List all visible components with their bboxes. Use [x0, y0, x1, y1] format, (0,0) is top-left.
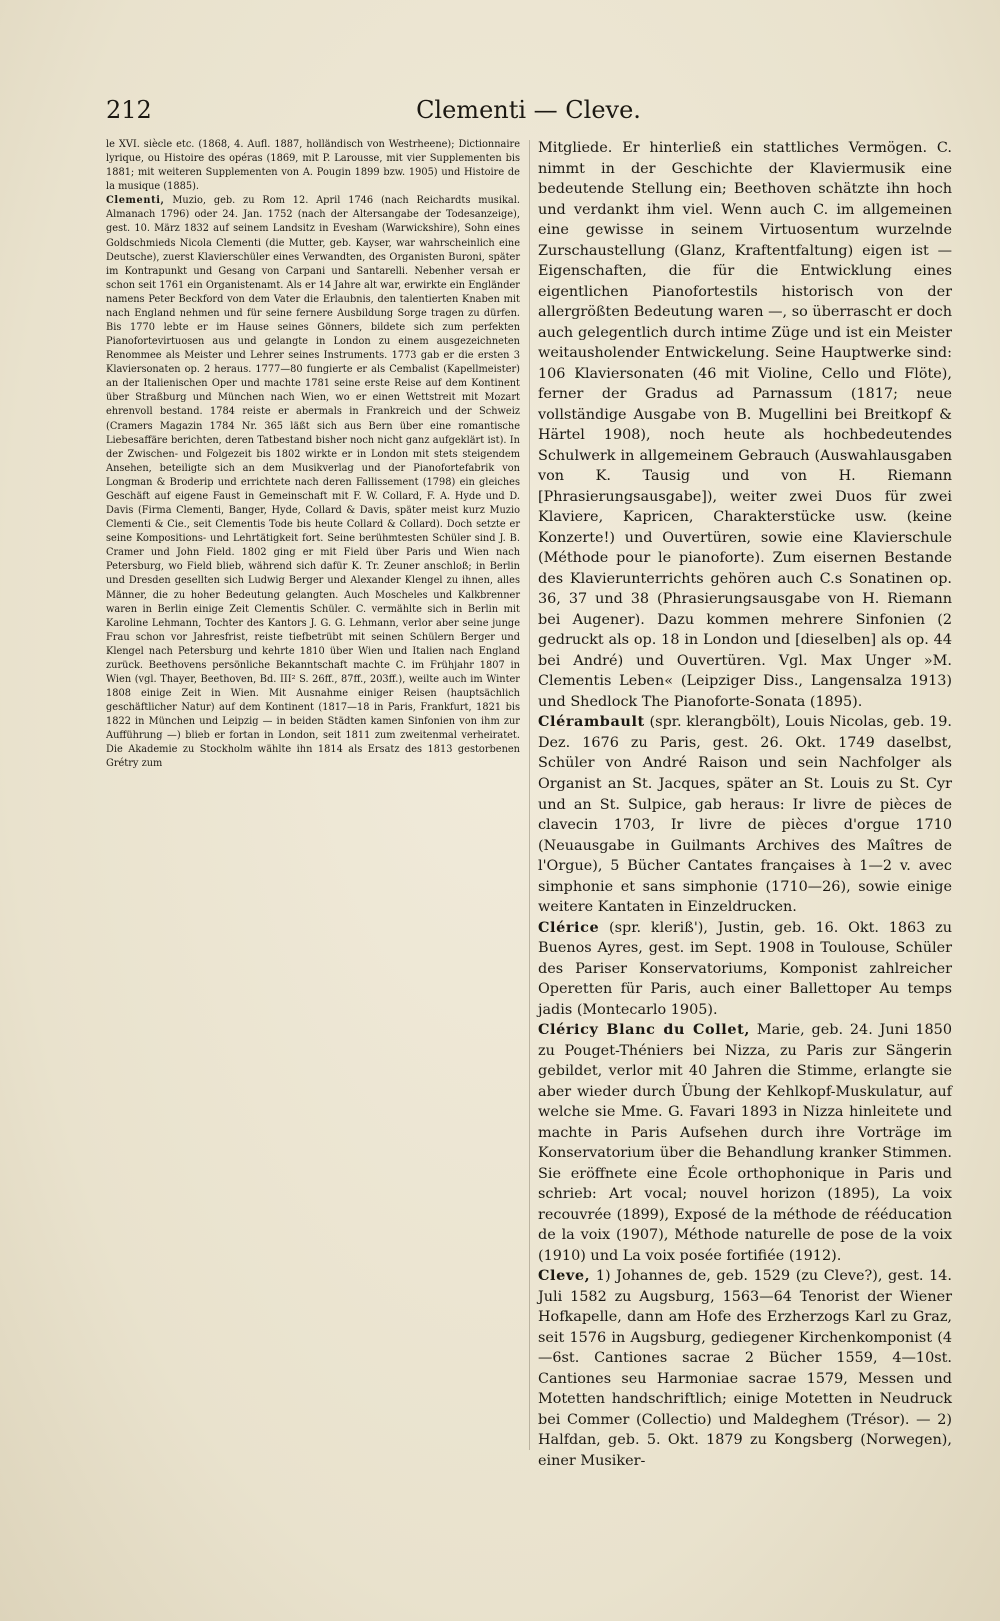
text-columns: [106, 138, 952, 1472]
headword-clericy: Cléricy Blanc du Collet,: [538, 1021, 750, 1039]
entry-cleve: [538, 1266, 952, 1471]
entry-clerice: [538, 918, 952, 1021]
right-column: [538, 138, 952, 1472]
headword-clementi: Clementi,: [106, 195, 165, 207]
entry-text-clementi-continued: Mitgliede. Er hinterließ ein stattliches Vermögen. C. nimmt in der Geschichte der Klaviermusik eine bedeutende Stellung ein; Beethoven schätzte ihn hoch und verdankt ihm viel. Wenn auch C. im allgemeinen eine gewisse in seinem Virtuosentum wurzelnde Zurschaustellung (Glanz, Kraftentfaltung) eigen ist — Eigenschaften, die für die Entwicklung eines eigentlichen Pianofortestils historisch von der allergrößten Bedeutung waren —, so überrascht er doch auch gelegentlich durch intime Züge und ist ein Meister weitausholender Entwickelung. Seine Hauptwerke sind: 106 Klaviersonaten (46 mit Violine, Cello und Flöte), ferner der Gradus ad Parnassum (1817; neue vollständige Ausgabe von B. Mugellini bei Breitkopf & Härtel 1908), noch heute als hochbedeutendes Schulwerk in allgemeinem Gebrauch (Auswahlausgaben von K. Tausig und von H. Riemann [Phrasierungsausgabe]), weiter zwei Duos für zwei Klaviere, Kapricen, Charakterstücke usw. (keine Konzerte!) und Ouvertüren, sowie eine Klavierschule (Méthode pour le pianoforte). Zum eisernen Bestande des Klavierunterrichts gehören auch C.s Sonatinen op. 36, 37 und 38 (Phrasierungsausgabe von H. Riemann bei Augener). Dazu kommen mehrere Sinfonien (2 gedruckt als op. 18 in London und [dieselben] als op. 44 bei André) und Ouvertüren. Vgl. Max Unger »M. Clementis Leben« (Leipziger Diss., Langensalza 1913) und Shedlock The Pianoforte-Sonata (1895).: [538, 140, 952, 710]
continuation-text: le XVI. siècle etc. (1868, 4. Aufl. 1887, holländisch von Westrheene); Dictionnaire lyrique, ou Histoire des opéras (1869, mit P. Larousse, mit vier Supplementen bis 1881; mit weiteren Supplementen von A. Pougin 1899 bzw. 1905) und Histoire de la musique (1885).: [106, 139, 520, 193]
left-column: [106, 138, 520, 1472]
entry-text-clericy: Marie, geb. 24. Juni 1850 zu Pouget-Théniers bei Nizza, zu Paris zur Sängerin gebildet, verlor mit 40 Jahren die Stimme, erlangte sie aber wieder durch Übung der Kehlkopf-Muskulatur, auf welche sie Mme. G. Favari 1893 in Nizza hinleitete und machte in Paris Aufsehen durch ihre Vorträge im Konservatorium über die Behandlung kranker Stimmen. Sie eröffnete eine École orthophonique in Paris und schrieb: Art vocal; nouvel horizon (1895), La voix recouvrée (1899), Exposé de la méthode de rééducation de la voix (1907), Méthode naturelle de pose de la voix (1910) und La voix posée fortifiée (1912).: [538, 1022, 952, 1264]
headword-clerambault: Clérambault: [538, 713, 645, 731]
entry-clementi: [106, 194, 520, 771]
entry-text-cleve: 1) Johannes de, geb. 1529 (zu Cleve?), gest. 14. Juli 1582 zu Augsburg, 1563—64 Tenorist der Wiener Hofkapelle, dann am Hofe des Erzherzogs Karl zu Graz, seit 1576 in Augsburg, gediegener Kirchenkomponist (4—6st. Cantiones sacrae 2 Bücher 1559, 4—10st. Cantiones seu Harmoniae sacrae 1579, Messen und Motetten handschriftlich; einige Motetten in Neudruck bei Commer (Collectio) und Maldeghem (Trésor). — 2) Halfdan, geb. 5. Okt. 1879 zu Kongsberg (Norwegen), einer Musiker-: [538, 1268, 952, 1469]
page-header: [106, 96, 951, 128]
page-number: 212: [106, 96, 152, 124]
entry-text-clerice: (spr. kleriß'), Justin, geb. 16. Okt. 1863 zu Buenos Ayres, gest. im Sept. 1908 in Toulouse, Schüler des Pariser Konservatoriums, Komponist zahlreicher Operetten für Paris, auch einer Ballettoper Au temps jadis (Montecarlo 1905).: [538, 919, 952, 1018]
headword-cleve: Cleve,: [538, 1267, 591, 1285]
running-title: Clementi — Cleve.: [416, 96, 641, 124]
entry-continuation: [106, 138, 520, 194]
entry-clerambault: [538, 712, 952, 917]
entry-clementi-continued: [538, 138, 952, 712]
entry-text-clementi: Muzio, geb. zu Rom 12. April 1746 (nach Reichardts musikal. Almanach 1796) oder 24. Jan. 1752 (nach der Altersangabe der Todesanzeige), gest. 10. März 1832 auf seinem Landsitz in Evesham (Warwickshire), Sohn eines Goldschmieds Nicola Clementi (die Mutter, geb. Kayser, war wahrscheinlich eine Deutsche), zuerst Klavierschüler eines Verwandten, des Organisten Buroni, später im Kontrapunkt und Gesang von Carpani und Santarelli. Nebenher versah er schon seit 1761 ein Organistenamt. Als er 14 Jahre alt war, erwirkte ein Engländer namens Peter Beckford von dem Vater die Erlaubnis, den talentierten Knaben mit nach England nehmen und für seine fernere Ausbildung Sorge tragen zu dürfen. Bis 1770 lebte er im Hause seines Gönners, bildete sich zum perfekten Pianofortevirtuosen aus und gelangte in London zu einem ausgezeichneten Renommee als Meister und Lehrer seines Instruments. 1773 gab er die ersten 3 Klaviersonaten op. 2 heraus. 1777—80 fungierte er als Cembalist (Kapellmeister) an der Italienischen Oper und machte 1781 seine erste Reise auf dem Kontinent über Straßburg und München nach Wien, wo er einen Wettstreit mit Mozart ehrenvoll bestand. 1784 reiste er abermals in Frankreich und der Schweiz (Cramers Magazin 1784 Nr. 365 läßt sich aus Bern über eine romantische Liebesaffäre berichten, deren Tatbestand bisher noch nicht ganz aufgeklärt ist). In der Zwischen- und Folgezeit bis 1802 wirkte er in London mit stets steigendem Ansehen, beteiligte sich an dem Musikverlag und der Pianofortefabrik von Longman & Broderip und errichtete nach deren Fallissement (1798) ein gleiches Geschäft auf eigene Faust in Gemeinschaft mit F. W. Collard, F. A. Hyde und D. Davis (Firma Clementi, Banger, Hyde, Collard & Davis, später meist kurz Muzio Clementi & Cie., seit Clementis Tode bis heute Collard & Collard). Doch setzte er seine Kompositions- und Lehrtätigkeit fort. Seine berühmtesten Schüler sind J. B. Cramer und John Field. 1802 ging er mit Field über Paris und Wien nach Petersburg, wo Field blieb, während sich dafür K. Tr. Zeuner anschloß; in Berlin und Dresden gesellten sich Ludwig Berger und Alexander Klengel zu ihnen, alles Männer, die zu hoher Bedeutung gelangten. Auch Moscheles und Kalkbrenner waren in Berlin einige Zeit Clementis Schüler. C. vermählte sich in Berlin mit Karoline Lehmann, Tochter des Kantors J. G. G. Lehmann, verlor aber seine junge Frau schon vor Jahresfrist, reiste tiefbetrübt mit seinen Schülern Berger und Klengel nach Petersburg und kehrte 1810 über Wien und Italien nach England zurück. Beethovens persönliche Bekanntschaft machte C. im Frühjahr 1807 in Wien (vgl. Thayer, Beethoven, Bd. III² S. 26ff., 87ff., 203ff.), weilte auch im Winter 1808 einige Zeit in Wien. Mit Ausnahme einiger Reisen (hauptsächlich geschäftlicher Natur) auf dem Kontinent (1817—18 in Paris, Frankfurt, 1821 bis 1822 in München und Leipzig — in beiden Städten kamen Sinfonien von ihm zur Aufführung —) blieb er fortan in London, seit 1811 zum zweitenmal verheiratet. Die Akademie zu Stockholm wählte ihn 1814 als Ersatz des 1813 gestorbenen Grétry zum: [106, 195, 520, 770]
entry-text-clerambault: (spr. klerangbölt), Louis Nicolas, geb. 19. Dez. 1676 zu Paris, gest. 26. Okt. 1749 daselbst, Schüler von André Raison und sein Nachfolger als Organist an St. Jacques, später an St. Louis zu St. Cyr und an St. Sulpice, gab heraus: Ir livre de pièces de clavecin 1703, Ir livre de pièces d'orgue 1710 (Neuausgabe in Guilmants Archives des Maîtres de l'Orgue), 5 Bücher Cantates françaises à 1—2 v. avec simphonie et sans simphonie (1710—26), sowie einige weitere Kantaten in Einzeldrucken.: [538, 714, 953, 916]
entry-clericy: [538, 1020, 952, 1266]
headword-clerice: Clérice: [538, 918, 600, 936]
